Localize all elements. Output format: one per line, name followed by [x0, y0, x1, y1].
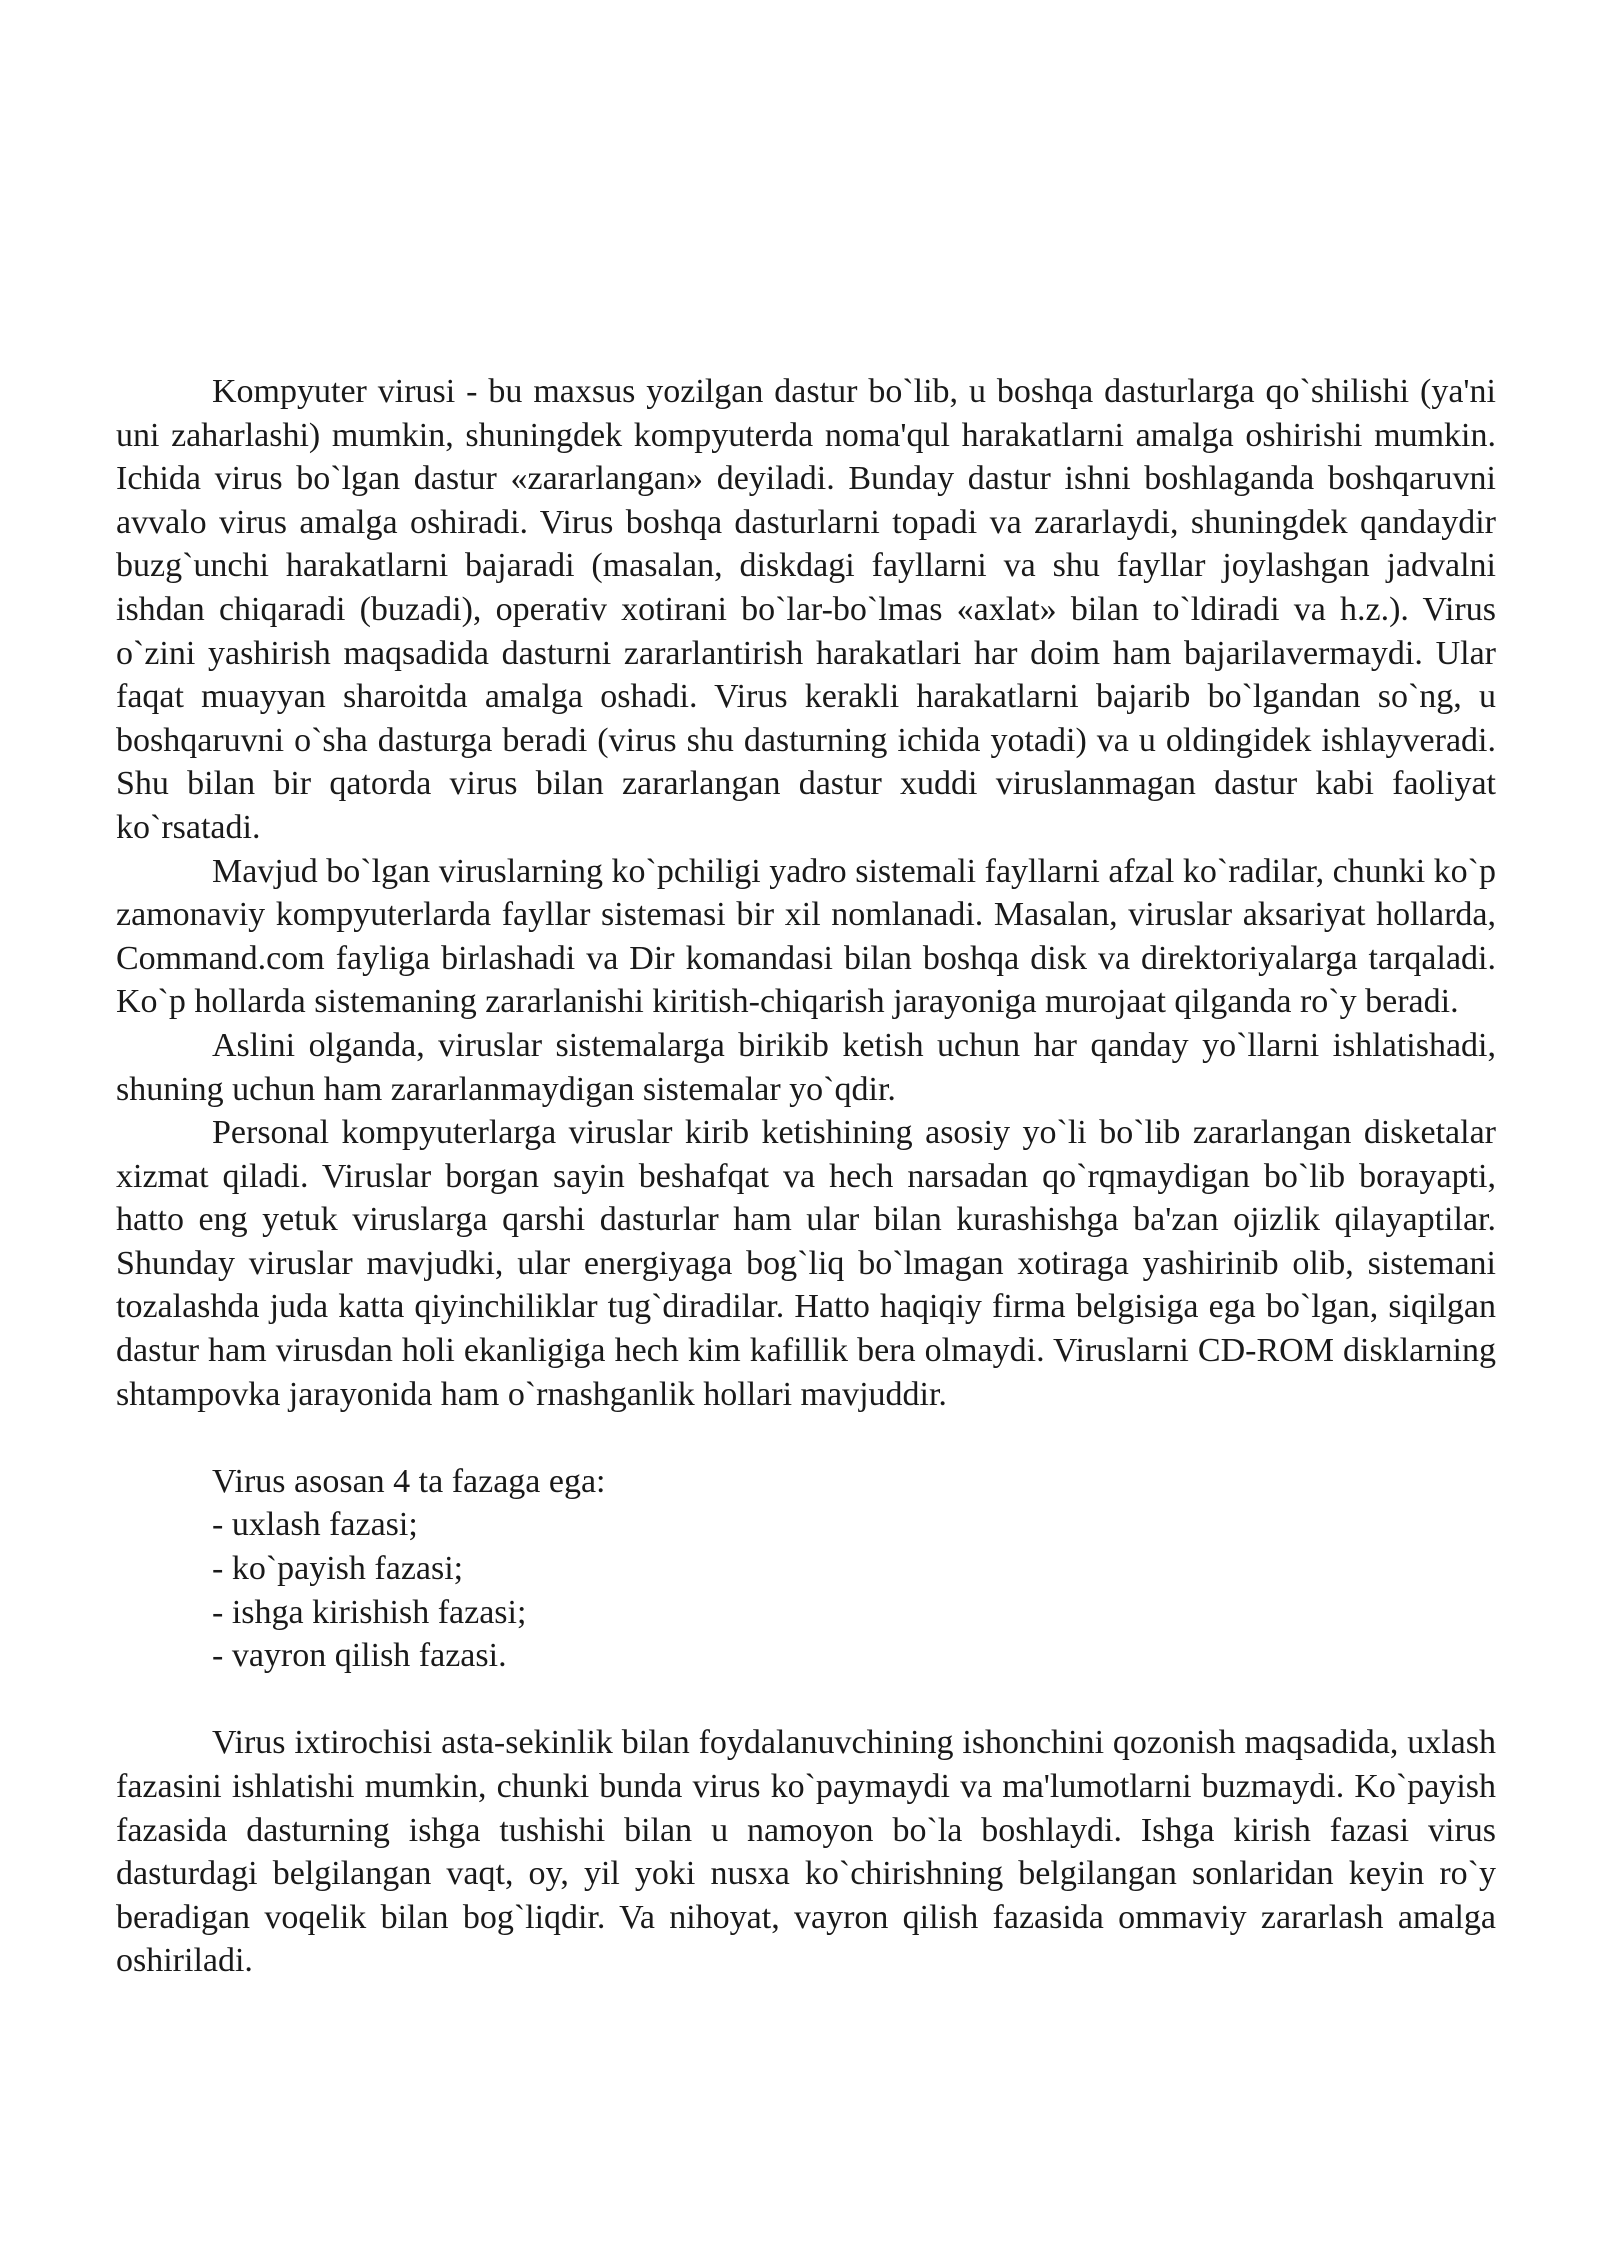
document-page	[116, 370, 1496, 1983]
phases-list-intro: Virus asosan 4 ta fazaga ega:	[212, 1462, 606, 1500]
paragraph-infection-paths: Aslini olganda, viruslar sistemalarga birikib ketish uchun har qanday yo`llarni ishlatishadi, shuning uchun ham zararlanmaydigan sistemalar yo`qdir.	[116, 1026, 1496, 1108]
list-item: - vayron qilish fazasi.	[212, 1637, 507, 1675]
paragraph-phases-explained: Virus ixtirochisi asta-sekinlik bilan foydalanuvchining ishonchini qozonish maqsadida, uxlash fazasini ishlatishi mumkin, chunki bunda virus ko`paymaydi va ma'lumotlarni buzmaydi. Ko`payish fazasida dasturning ishga tushishi bilan u namoyon bo`la boshlaydi. Ishga kirish fazasi virus dasturdagi belgilangan vaqt, oy, yil yoki nusxa ko`chirishning belgilangan sonlaridan keyin ro`y beradigan voqelik bilan bog`liqdir. Va nihoyat, vayron qilish fazasida ommaviy zararlash amalga oshiriladi.	[116, 1724, 1496, 1980]
list-item: - uxlash fazasi;	[212, 1506, 418, 1544]
paragraph-virus-definition: Kompyuter virusi - bu maxsus yozilgan dastur bo`lib, u boshqa dasturlarga qo`shilishi (ya'ni uni zaharlashi) mumkin, shuningdek kompyuterda noma'qul harakatlarni amalga oshirishi mumkin. Ichida virus bo`lgan dastur «zararlangan» deyiladi. Bunday dastur ishni boshlaganda boshqaruvni avvalo virus amalga oshiradi. Virus boshqa dasturlarni topadi va zararlaydi, shuningdek qandaydir buzg`unchi harakatlarni bajaradi (masalan, diskdagi fayllarni va shu fayllar joylashgan jadvalni ishdan chiqaradi (buzadi), operativ xotirani bo`lar-bo`lmas «axlat» bilan to`ldiradi va h.z.). Virus o`zini yashirish maqsadida dasturni zararlantirish harakatlari har doim ham bajarilavermaydi. Ular faqat muayyan sharoitda amalga oshadi. Virus kerakli harakatlarni bajarib bo`lgandan so`ng, u boshqaruvni o`sha dasturga beradi (virus shu dasturning ichida yotadi) va u oldingidek ishlayveradi. Shu bilan bir qatorda virus bilan zararlangan dastur xuddi viruslanmagan dastur kabi faoliyat ko`rsatadi.	[116, 373, 1496, 846]
list-item: - ko`payish fazasi;	[212, 1550, 464, 1588]
paragraph-diskettes: Personal kompyuterlarga viruslar kirib ketishining asosiy yo`li bo`lib zararlangan disketalar xizmat qiladi. Viruslar borgan sayin beshafqat va hech narsadan qo`rqmaydigan bo`lib borayapti, hatto eng yetuk viruslarga qarshi dasturlar ham ular bilan kurashishga ba'zan ojizlik qilayaptilar. Shunday viruslar mavjudki, ular energiyaga bog`liq bo`lmagan xotiraga yashirinib olib, sistemani tozalashda juda katta qiyinchiliklar tug`diradilar. Hatto haqiqiy firma belgisiga ega bo`lgan, siqilgan dastur ham virusdan holi ekanligiga hech kim kafillik bera olmaydi. Viruslarni CD-ROM disklarning shtampovka jarayonida ham o`rnashganlik hollari mavjuddir.	[116, 1114, 1496, 1413]
paragraph-system-files: Mavjud bo`lgan viruslarning ko`pchiligi yadro sistemali fayllarni afzal ko`radilar, chunki ko`p zamonaviy kompyuterlarda fayllar sistemasi bir xil nomlanadi. Masalan, viruslar aksariyat hollarda, Command.com fayliga birlashadi va Dir komandasi bilan boshqa disk va direktoriyalarga tarqaladi. Ko`p hollarda sistemaning zararlanishi kiritish-chiqarish jarayoniga murojaat qilganda ro`y beradi.	[116, 852, 1496, 1021]
list-item: - ishga kirishish fazasi;	[212, 1593, 527, 1631]
phases-list	[116, 1460, 1496, 1678]
